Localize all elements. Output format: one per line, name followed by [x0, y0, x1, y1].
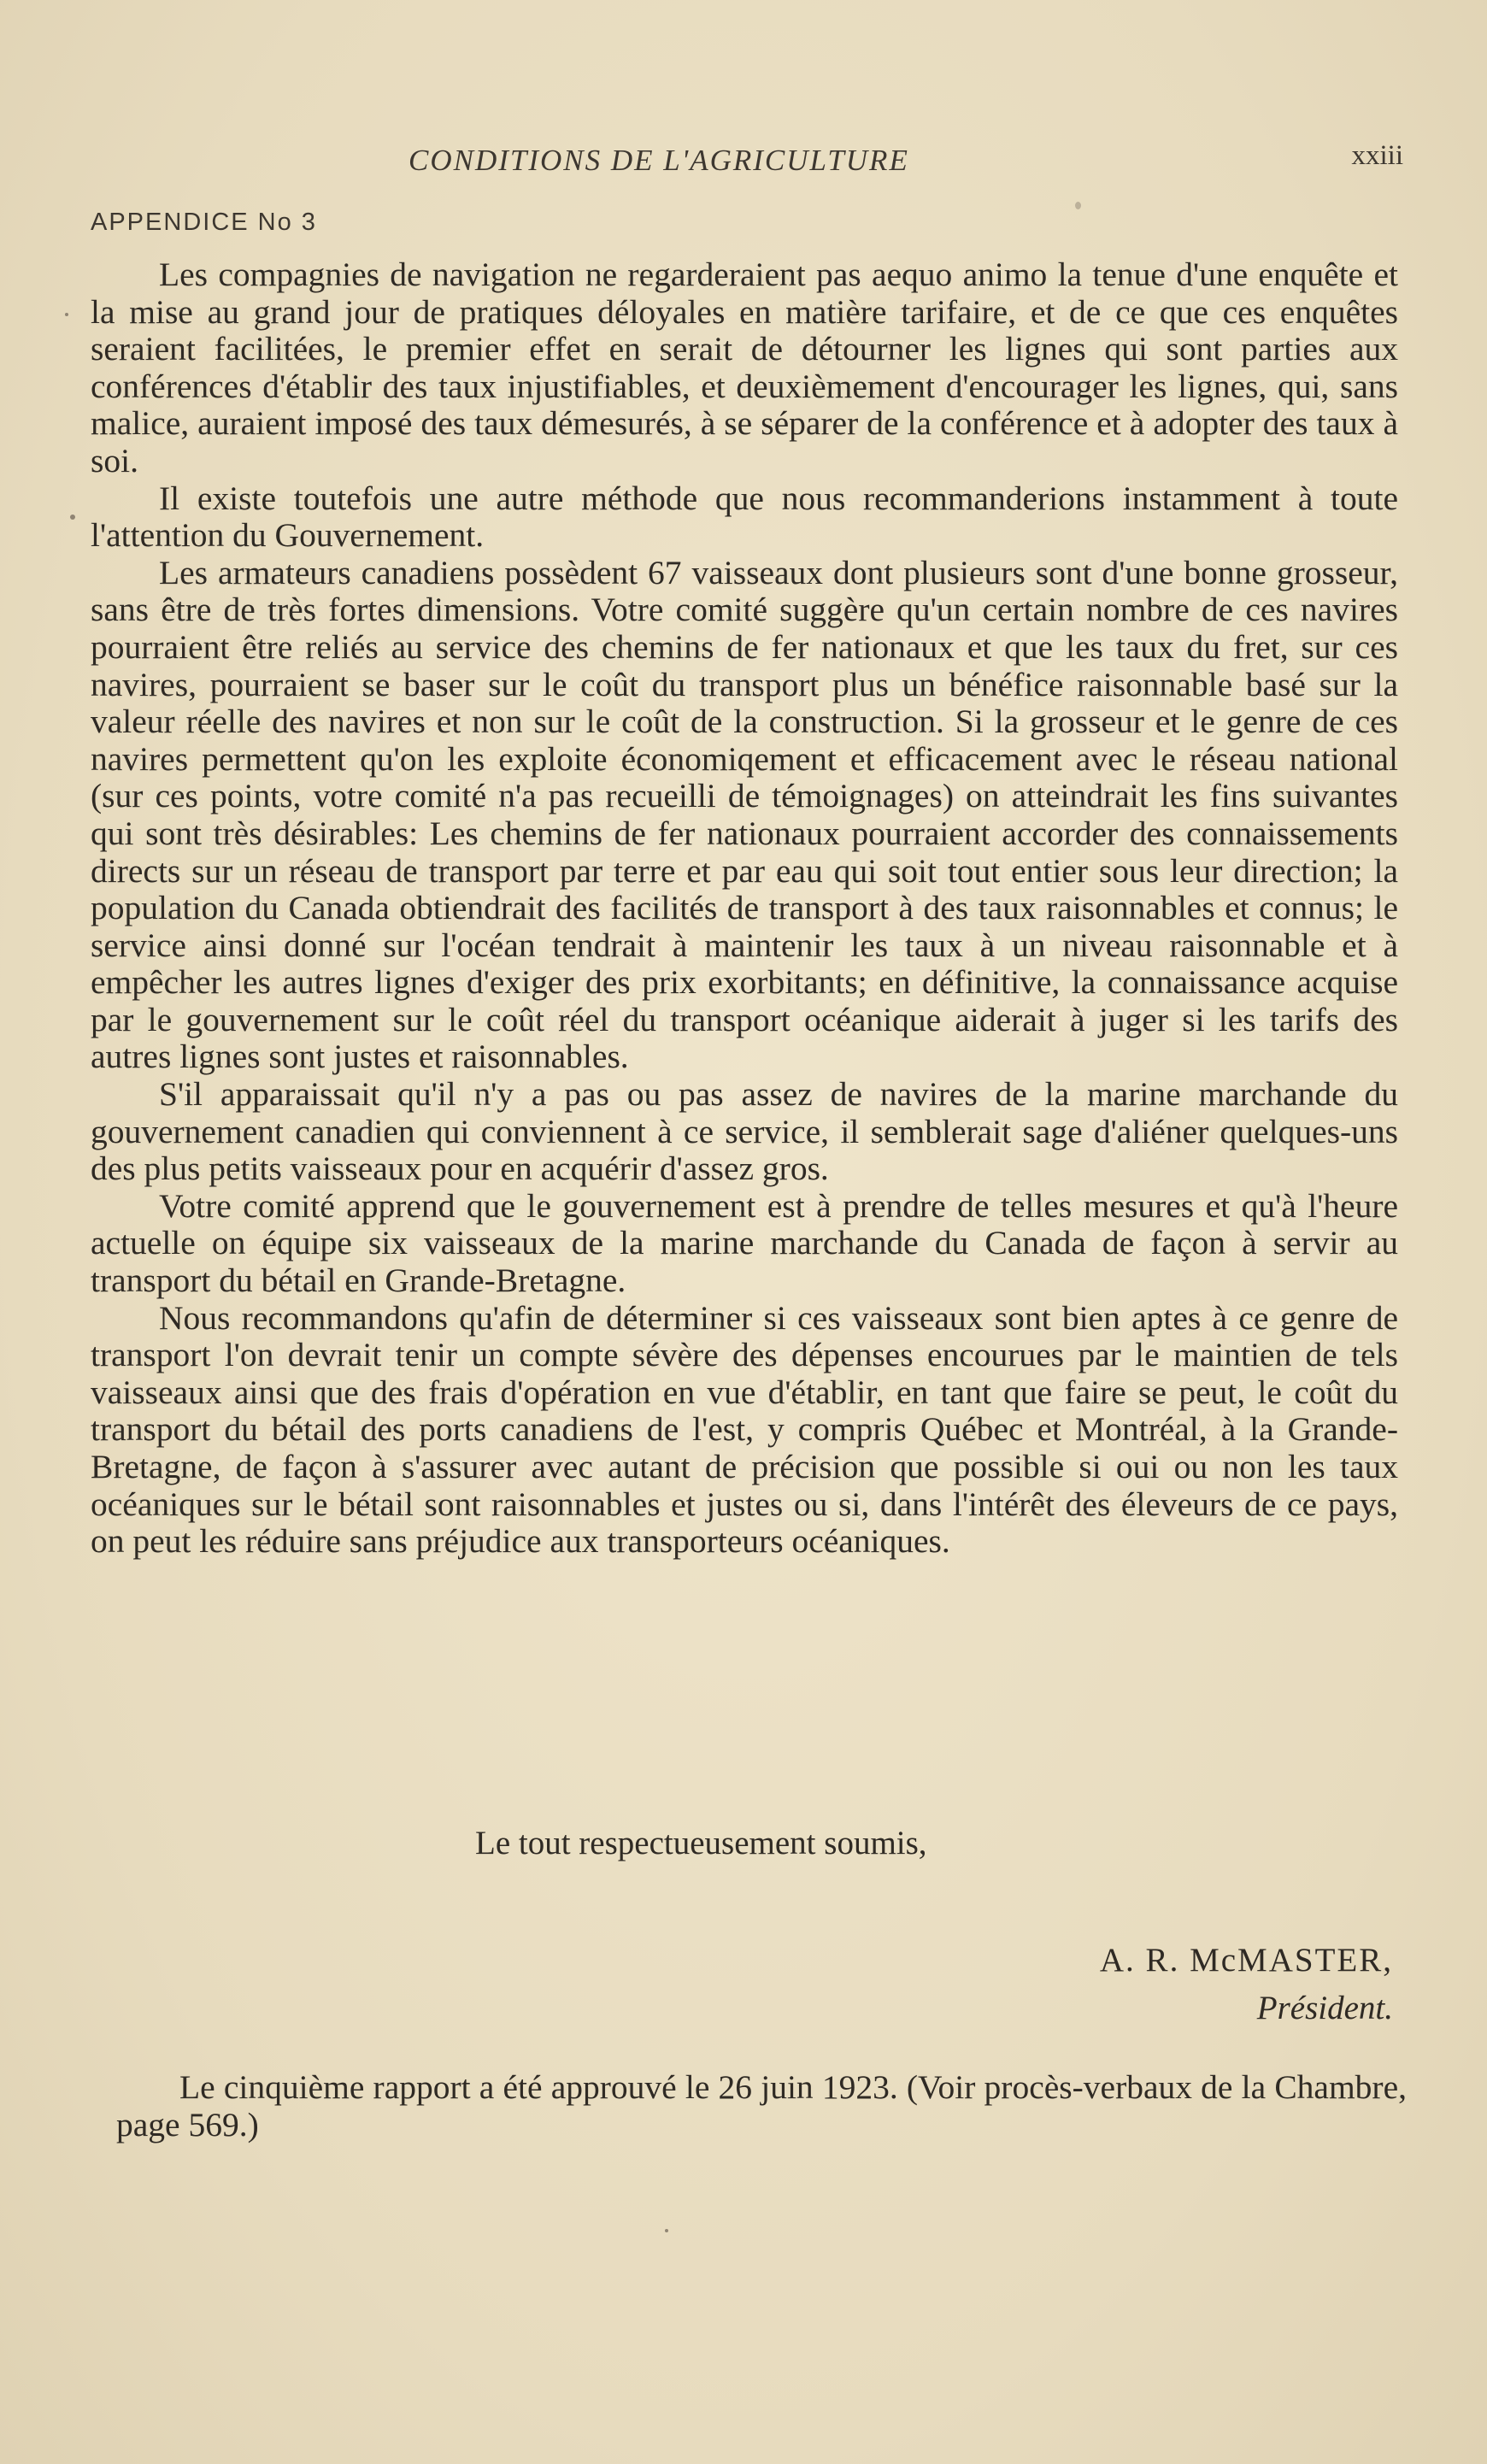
report-body [91, 256, 1398, 1561]
closing-line: Le tout respectueusement soumis, [475, 1825, 927, 1861]
running-title: CONDITIONS DE L'AGRICULTURE [408, 144, 909, 177]
paragraph-5: Votre comité apprend que le gouvernement est à prendre de telles mesures et qu'à l'heure actuelle on équipe six vaisseaux de la marine marchande du Canada de façon à servir au transport du bétail en Grande-Bretagne. [91, 1186, 1398, 1300]
ink-speck [70, 515, 75, 520]
approval-note-text: Le cinquième rapport a été approuvé le 26 juin 1923. (Voir procès-verbaux de la Chambre, page 569.) [116, 2068, 1407, 2144]
paragraph-4: S'il apparaissait qu'il n'y a pas ou pas assez de navires de la marine marchande du gouvernement canadien qui conviennent à ce service, il semblerait sage d'aliéner quelques-uns des plus petits vaisseaux pour en acquérir d'assez gros. [91, 1075, 1398, 1188]
paragraph-1: Les compagnies de navigation ne regarderaient pas aequo animo la tenue d'une enquête et la mise au grand jour de pratiques déloyales en matière tarifaire, et de ce que ces enquêtes seraient facilitées, le premier effet en serait de détourner les lignes qui sont parties aux conférences d'établir des taux injustifiables, et deuxièmement d'encourager les lignes, qui, sans malice, auraient imposé des taux démesurés, à se séparer de la conférence et à adopter des taux à soi. [91, 256, 1398, 479]
signature-block [1100, 1937, 1393, 2032]
appendix-label: APPENDICE No 3 [91, 209, 317, 236]
page-number: xxiii [1351, 140, 1403, 171]
signatory-title: Président. [1256, 1990, 1393, 2026]
approval-note [116, 2068, 1407, 2144]
ink-speck [1075, 202, 1081, 209]
paragraph-3: Les armateurs canadiens possèdent 67 vaisseaux dont plusieurs sont d'une bonne grosseur, sans être de très fortes dimensions. Votre comité suggère qu'un certain nombre de ces navires pourraient être reliés au service des chemins de fer nationaux et que les taux du fret, sur ces navires, pourraient se baser sur le coût du transport plus un bénéfice raisonnable basé sur la valeur réelle des navires et non sur le coût de la construction. Si la grosseur et le genre de ces navires permettent qu'on les exploite économiqement et efficacement avec le réseau national (sur ces points, votre comité n'a pas recueilli de témoignages) on atteindrait les fins suivantes qui sont très désirables: Les chemins de fer nationaux pourraient accorder des connaissements directs sur un réseau de transport par terre et par eau qui soit tout entier sous leur direction; la population du Canada obtiendrait des facilités de transport à des taux raisonnables et connus; le service ainsi donné sur l'océan tendrait à maintenir les taux à un niveau raisonnable et à empêcher les autres lignes d'exiger des prix exorbitants; en définitive, la connaissance acquise par le gouvernement sur le coût réel du transport océanique aiderait à juger si les tarifs des autres lignes sont justes et raisonnables. [91, 553, 1398, 1076]
ink-speck [665, 2229, 668, 2232]
ink-speck [65, 313, 68, 316]
signatory-name: A. R. McMASTER, [1099, 1942, 1393, 1979]
paragraph-6: Nous recommandons qu'afin de déterminer si ces vaisseaux sont bien aptes à ce genre de transport l'on devrait tenir un compte sévère des dépenses encourues par le maintien de tels vaisseaux ainsi que des frais d'opération en vue d'établir, en tant que faire se peut, le coût du transport du bétail des ports canadiens de l'est, y compris Québec et Montréal, à la Grande-Bretagne, de façon à s'assurer avec autant de précision que possible si oui ou non les taux océaniques sur le bétail sont raisonnables et justes ou si, dans l'intérêt des éleveurs de ce pays, on peut les réduire sans préjudice aux transporteurs océaniques. [91, 1298, 1398, 1561]
paragraph-2: Il existe toutefois une autre méthode que nous recommanderions instamment à toute l'attention du Gouvernement. [91, 479, 1398, 555]
